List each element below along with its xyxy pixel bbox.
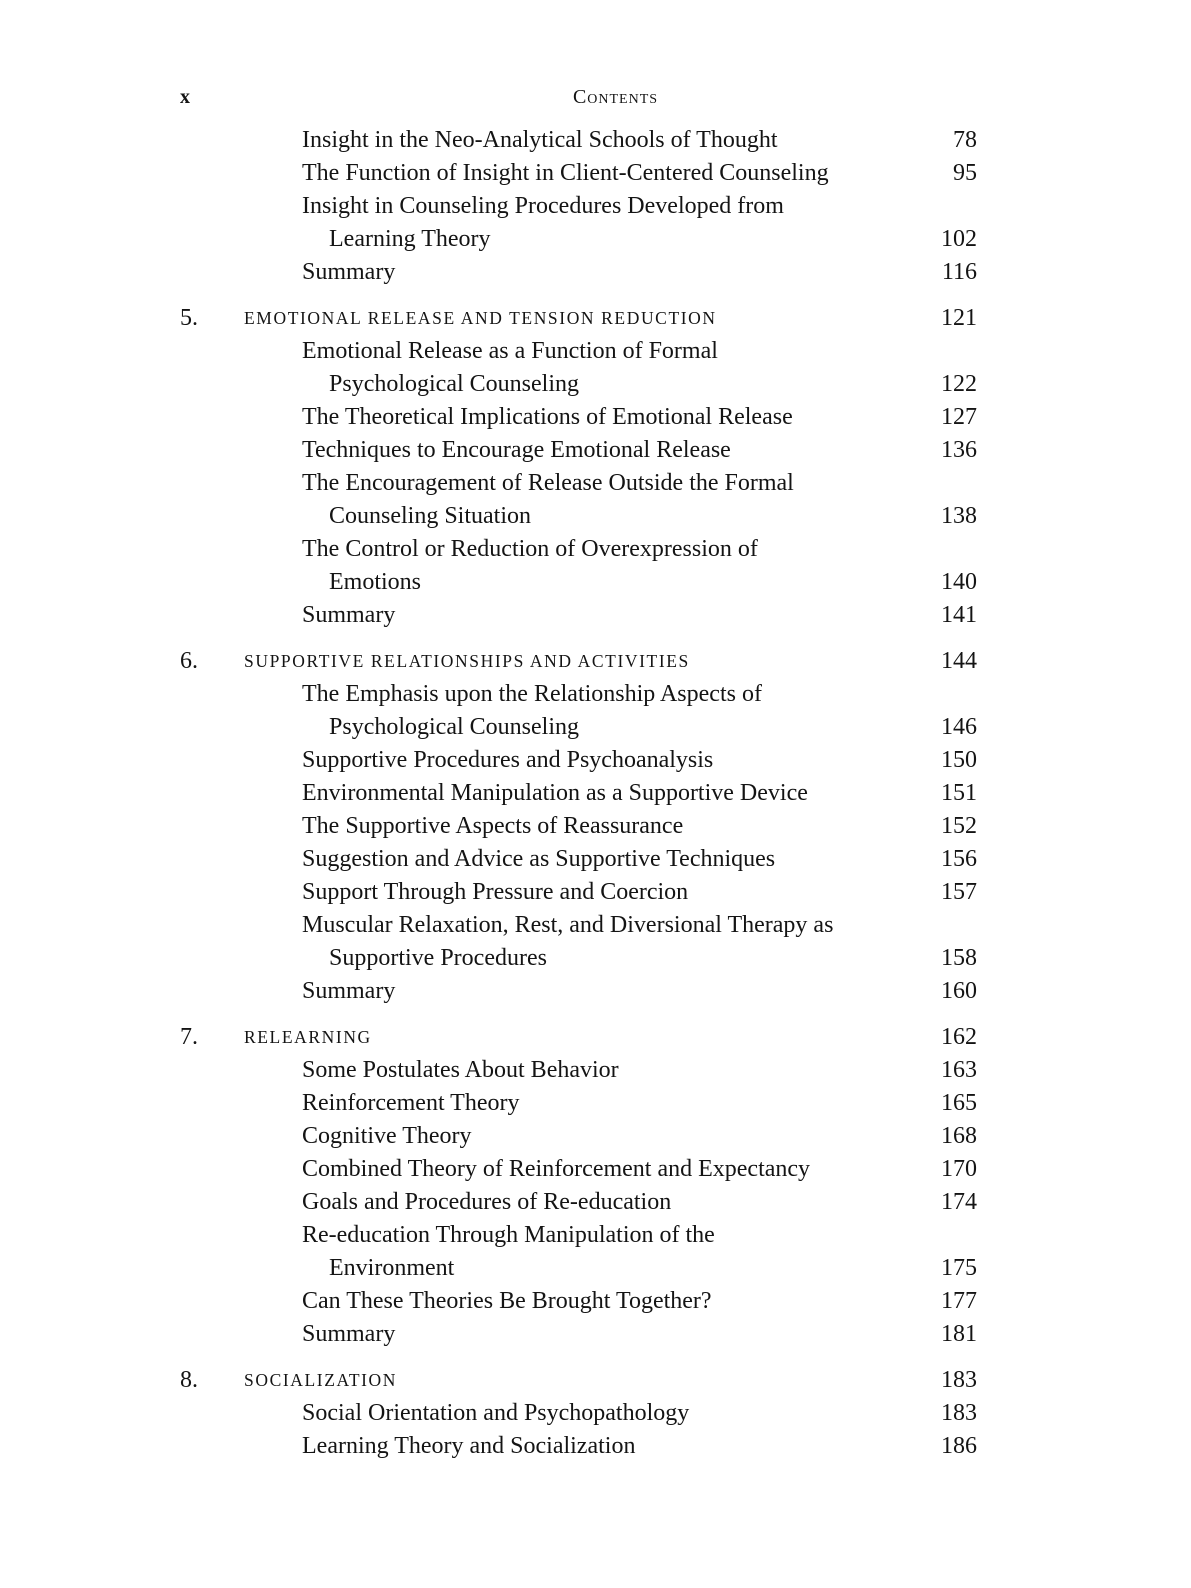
toc-entry-continuation [0,1252,1191,1285]
toc-entry [0,1318,1191,1351]
page-number: 102 [941,226,977,252]
toc-entry [0,678,1191,711]
page-number: 186 [941,1433,977,1459]
toc-entry [0,157,1191,190]
toc-entry [0,1054,1191,1087]
page-number: 116 [941,259,977,285]
page-number: 174 [941,1189,977,1215]
toc-entry-title: Suggestion and Advice as Supportive Techniques [302,846,776,872]
toc-entry-title: Re-education Through Manipulation of the [302,1222,715,1248]
toc-entry-title: Emotions [329,569,422,595]
page-number: 152 [941,813,977,839]
toc-entry [0,777,1191,810]
toc-entry [0,810,1191,843]
toc-entry-title: Environmental Manipulation as a Supportive Device [302,780,808,806]
page-number: 144 [941,648,977,674]
page-number: 150 [941,747,977,773]
toc-entry [0,434,1191,467]
toc-entry [0,124,1191,157]
toc-entry [0,1120,1191,1153]
toc-entry-title: Supportive Procedures [329,945,547,971]
toc-entry [0,1186,1191,1219]
chapter-number: 6. [180,648,198,674]
chapter-number: 5. [180,305,198,331]
toc-entry [0,467,1191,500]
running-head: Contents [572,86,659,108]
toc-entry [0,843,1191,876]
page-number: 158 [941,945,977,971]
toc-entry-title: Goals and Procedures of Re-education [302,1189,672,1215]
page-number: 181 [941,1321,977,1347]
toc-entry [0,533,1191,566]
toc-entry-continuation [0,711,1191,744]
toc-entry-title: Reinforcement Theory [302,1090,520,1116]
toc-entry-title: Can These Theories Be Brought Together? [302,1288,712,1314]
page-number: 138 [941,503,977,529]
chapter-number: 8. [180,1367,198,1393]
toc-entry-continuation [0,368,1191,401]
page-number: 175 [941,1255,977,1281]
toc-entry [0,1430,1191,1463]
toc-entry-title: Muscular Relaxation, Rest, and Diversional Therapy as [302,912,834,938]
chapter-heading [0,302,1191,335]
toc-entry-title: Supportive Procedures and Psychoanalysis [302,747,714,773]
page-number: 122 [941,371,977,397]
toc-entry-title: The Theoretical Implications of Emotional Release [302,404,793,430]
toc-entry-title: Summary [302,602,396,628]
toc-entry [0,744,1191,777]
toc-entry [0,975,1191,1008]
toc-entry [0,1153,1191,1186]
toc-entry-title: The Supportive Aspects of Reassurance [302,813,684,839]
toc-entry-title: The Encouragement of Release Outside the Formal [302,470,794,496]
page-number: 136 [941,437,977,463]
chapter-heading [0,645,1191,678]
toc-entry-title: Summary [302,1321,396,1347]
toc-entry [0,1285,1191,1318]
toc-entry [0,1397,1191,1430]
toc-entry-title: Learning Theory [329,226,491,252]
table-of-contents [0,124,1191,1463]
chapter-number: 7. [180,1024,198,1050]
toc-entry [0,1087,1191,1120]
toc-entry-title: Combined Theory of Reinforcement and Expectancy [302,1156,811,1182]
page-number: 141 [941,602,977,628]
toc-entry-title: The Control or Reduction of Overexpression of [302,536,758,562]
page-number: 183 [941,1367,977,1393]
toc-entry-title: Insight in Counseling Procedures Developed from [302,193,784,219]
chapter-heading [0,1021,1191,1054]
toc-entry-title: The Emphasis upon the Relationship Aspects of [302,681,762,707]
toc-entry-title: The Function of Insight in Client-Centered Counseling [302,160,829,186]
toc-entry [0,876,1191,909]
page-number: 95 [953,160,977,186]
page-number: 170 [941,1156,977,1182]
page-number: 160 [941,978,977,1004]
page-number: 151 [941,780,977,806]
page-number: 127 [941,404,977,430]
toc-entry-title: Cognitive Theory [302,1123,472,1149]
toc-entry-title: Summary [302,978,396,1004]
toc-entry-continuation [0,942,1191,975]
page-number: 140 [941,569,977,595]
page-number: 121 [941,305,977,331]
toc-entry [0,599,1191,632]
page-folio: x [180,86,190,108]
toc-entry-title: Techniques to Encourage Emotional Release [302,437,731,463]
chapter-title: EMOTIONAL RELEASE AND TENSION REDUCTION [244,308,717,328]
toc-entry-title: Emotional Release as a Function of Formal [302,338,718,364]
toc-entry [0,401,1191,434]
toc-entry-continuation [0,500,1191,533]
toc-entry-title: Some Postulates About Behavior [302,1057,619,1083]
toc-entry [0,335,1191,368]
toc-entry [0,909,1191,942]
chapter-title: RELEARNING [244,1027,372,1047]
toc-entry-title: Psychological Counseling [329,371,579,397]
page-number: 183 [941,1400,977,1426]
toc-entry [0,256,1191,289]
chapter-heading [0,1364,1191,1397]
page-number: 168 [941,1123,977,1149]
toc-entry-title: Psychological Counseling [329,714,579,740]
chapter-title: SOCIALIZATION [244,1370,398,1390]
page-number: 163 [941,1057,977,1083]
toc-entry-continuation [0,223,1191,256]
page-number: 162 [941,1024,977,1050]
page-number: 165 [941,1090,977,1116]
toc-entry-continuation [0,566,1191,599]
toc-entry-title: Support Through Pressure and Coercion [302,879,689,905]
toc-entry-title: Summary [302,259,396,285]
toc-entry-title: Environment [329,1255,455,1281]
page-number: 156 [941,846,977,872]
toc-entry-title: Counseling Situation [329,503,532,529]
toc-entry [0,190,1191,223]
page-number: 177 [941,1288,977,1314]
chapter-title: SUPPORTIVE RELATIONSHIPS AND ACTIVITIES [244,651,690,671]
page-number: 157 [941,879,977,905]
toc-entry [0,1219,1191,1252]
page-number: 146 [941,714,977,740]
toc-entry-title: Learning Theory and Socialization [302,1433,636,1459]
page-number: 78 [953,127,977,153]
toc-entry-title: Insight in the Neo-Analytical Schools of Thought [302,127,778,153]
toc-entry-title: Social Orientation and Psychopathology [302,1400,690,1426]
